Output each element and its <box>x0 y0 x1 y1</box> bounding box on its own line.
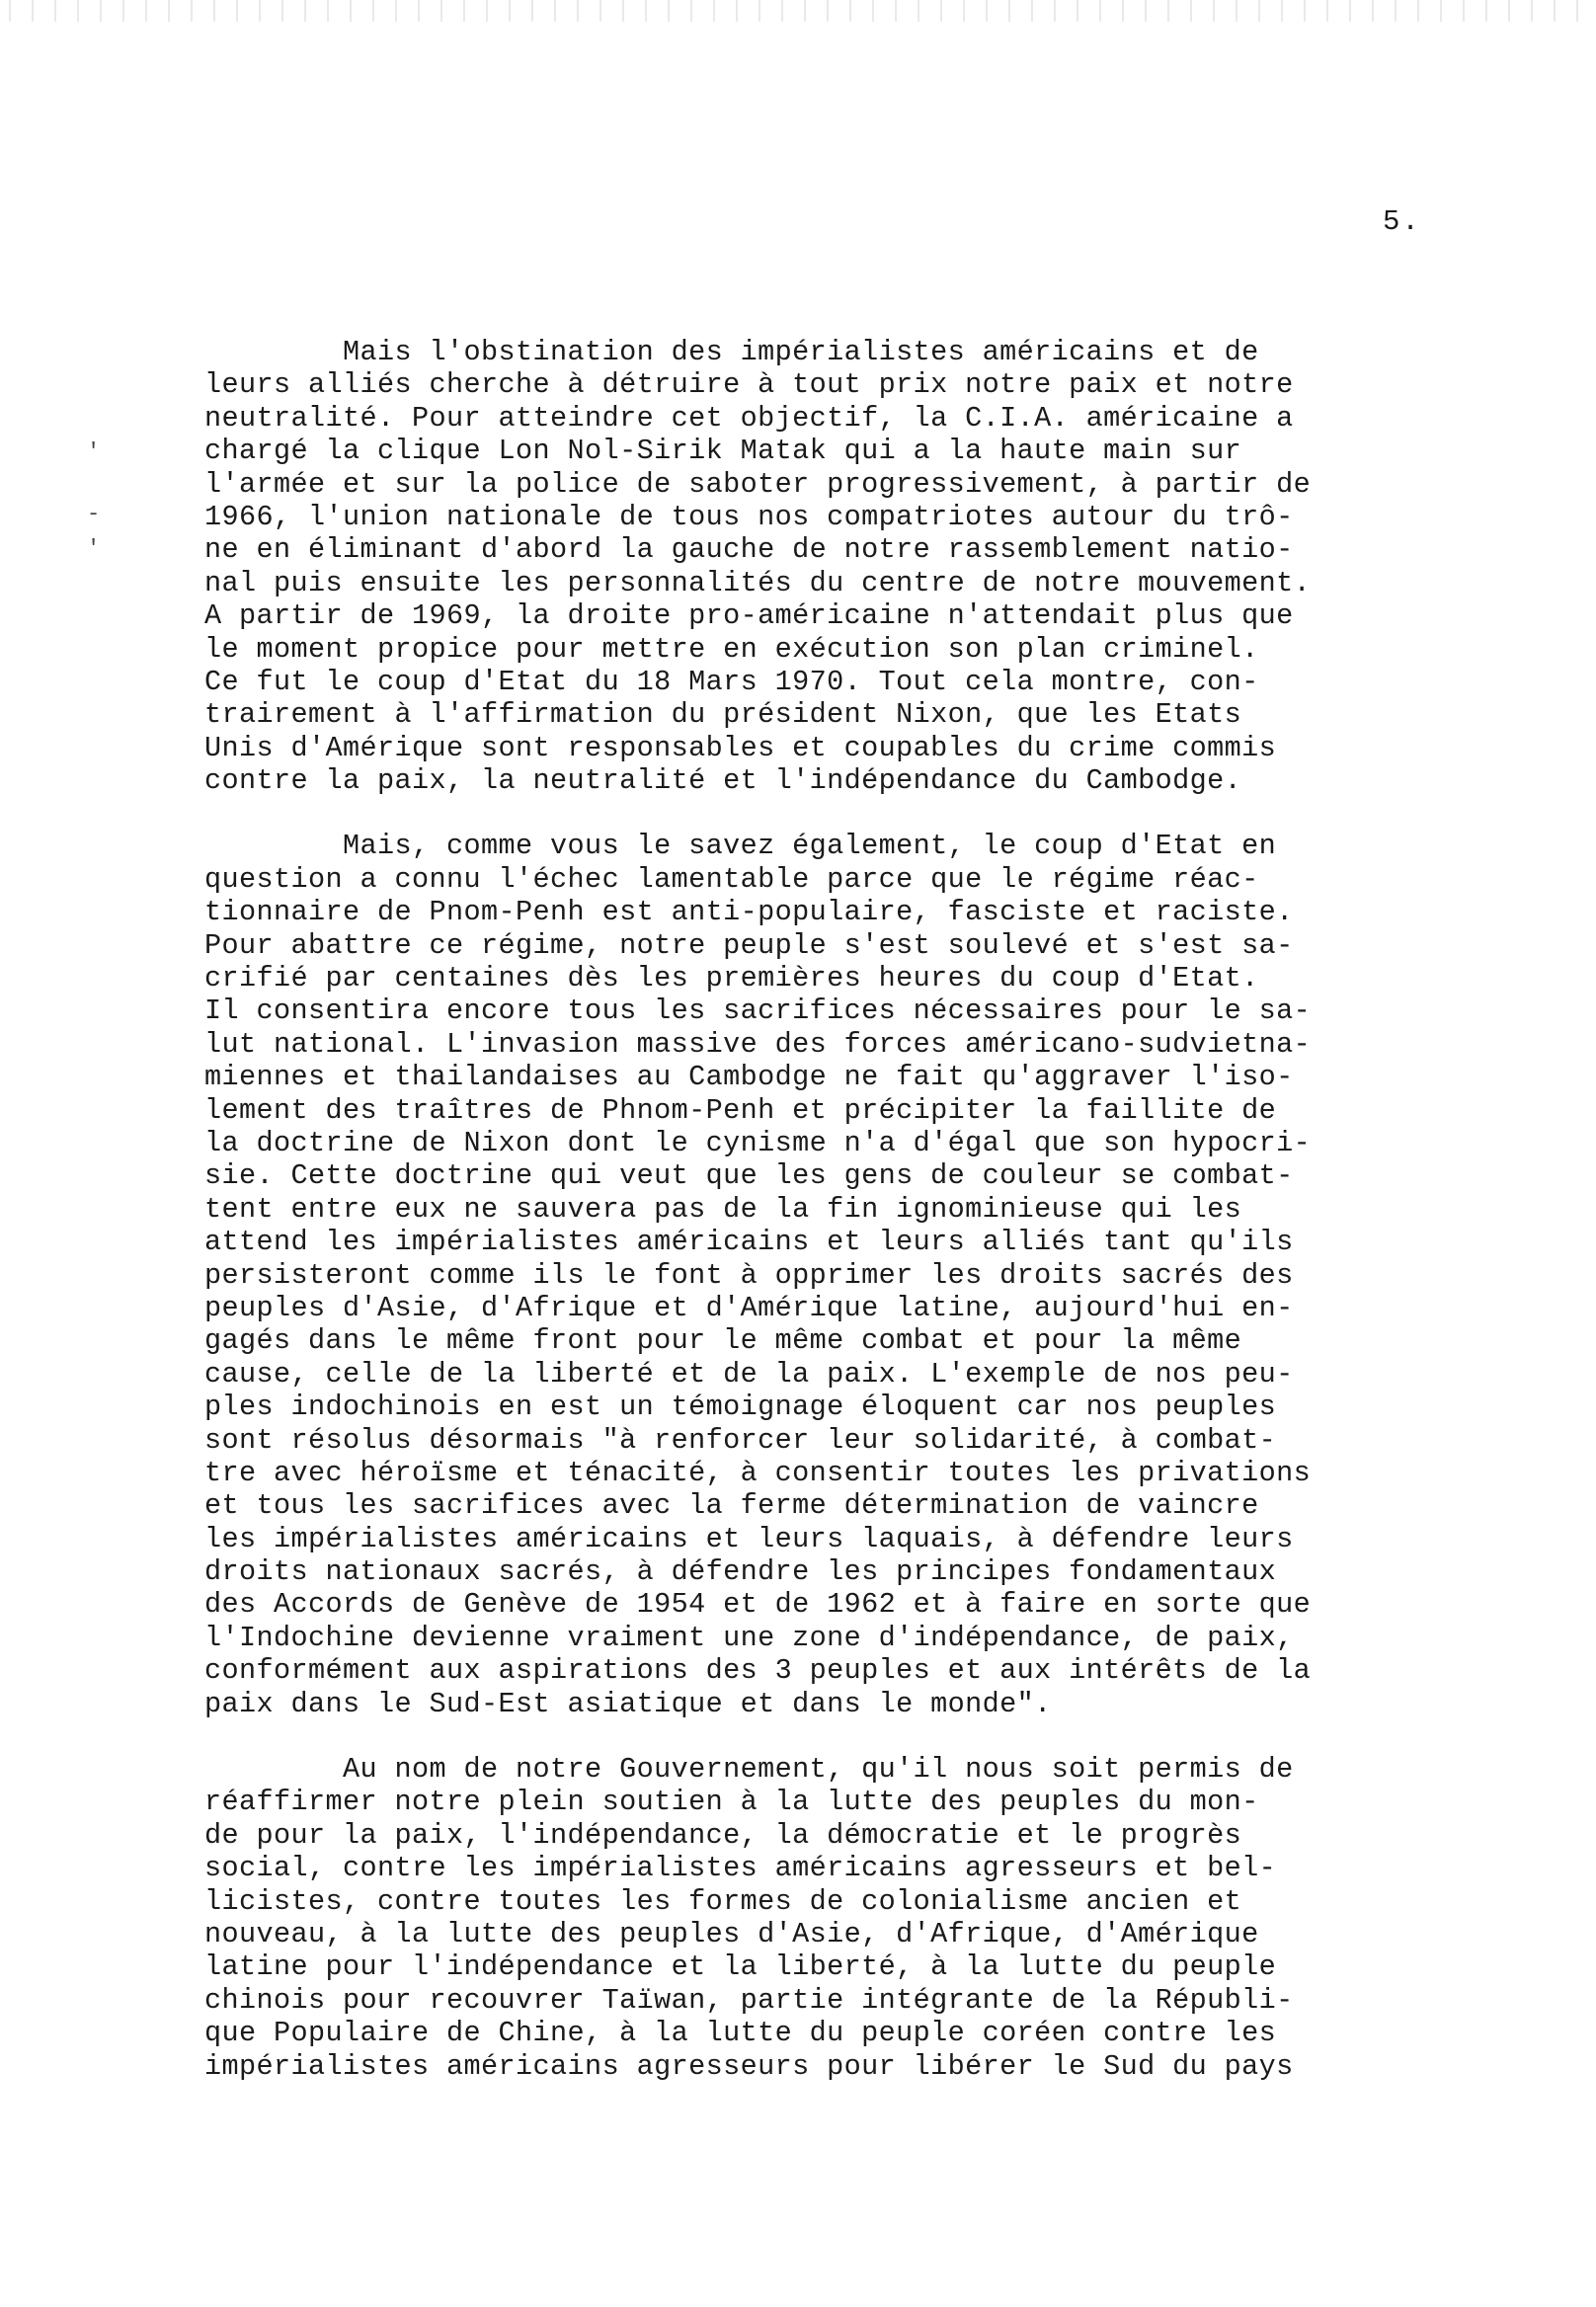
text-line: A partir de 1969, la droite pro-américaine n'attendait plus que <box>204 599 1294 633</box>
text-line: contre la paix, la neutralité et l'indépendance du Cambodge. <box>204 764 1242 798</box>
text-line: droits nationaux sacrés, à défendre les principes fondamentaux <box>204 1555 1277 1589</box>
paragraph <box>204 1753 1488 2083</box>
scan-edge-artifact <box>0 0 1596 22</box>
text-line: Il consentira encore tous les sacrifices nécessaires pour le sa- <box>204 994 1312 1028</box>
text-line: 1966, l'union nationale de tous nos compatriotes autour du trô- <box>204 500 1294 533</box>
text-line: Mais l'obstination des impérialistes américains et de <box>204 336 1259 368</box>
text-line: et tous les sacrifices avec la ferme détermination de vaincre <box>204 1489 1259 1523</box>
text-line: gagés dans le même front pour le même combat et pour la même <box>204 1324 1242 1358</box>
text-line: ples indochinois en est un témoignage éloquent car nos peuples <box>204 1391 1277 1424</box>
text-line: de pour la paix, l'indépendance, la démocratie et le progrès <box>204 1818 1242 1852</box>
text-line: les impérialistes américains et leurs laquais, à défendre leurs <box>204 1522 1294 1555</box>
text-line: sont résolus désormais "à renforcer leur solidarité, à combat- <box>204 1423 1277 1457</box>
text-line: l'armée et sur la police de saboter progressivement, à partir de <box>204 467 1312 501</box>
text-line: latine pour l'indépendance et la liberté, à la lutte du peuple <box>204 1950 1277 1984</box>
text-line: chinois pour recouvrer Taïwan, partie intégrante de la Républi- <box>204 1983 1294 2017</box>
text-line: nal puis ensuite les personnalités du centre de notre mouvement. <box>204 566 1312 599</box>
text-line: tre avec héroïsme et ténacité, à consentir toutes les privations <box>204 1456 1312 1489</box>
text-line: crifié par centaines dès les premières heures du coup d'Etat. <box>204 962 1259 995</box>
text-line: impérialistes américains agresseurs pour libérer le Sud du pays <box>204 2049 1294 2083</box>
text-line: des Accords de Genève de 1954 et de 1962 et à faire en sorte que <box>204 1588 1312 1622</box>
margin-mark: ' <box>87 439 101 464</box>
text-line: l'Indochine devienne vraiment une zone d'indépendance, de paix, <box>204 1621 1294 1654</box>
text-line: nouveau, à la lutte des peuples d'Asie, d'Afrique, d'Amérique <box>204 1917 1259 1950</box>
text-line: paix dans le Sud-Est asiatique et dans le monde". <box>204 1687 1052 1720</box>
text-line: sie. Cette doctrine qui veut que les gens de couleur se combat- <box>204 1159 1294 1193</box>
text-line: Mais, comme vous le savez également, le coup d'Etat en <box>204 830 1277 863</box>
text-line: le moment propice pour mettre en exécution son plan criminel. <box>204 632 1259 666</box>
text-line: peuples d'Asie, d'Afrique et d'Amérique latine, aujourd'hui en- <box>204 1291 1294 1324</box>
text-line: réaffirmer notre plein soutien à la lutte des peuples du mon- <box>204 1786 1259 1819</box>
text-line: question a connu l'échec lamentable parce que le régime réac- <box>204 862 1259 896</box>
text-line: persisteront comme ils le font à opprimer les droits sacrés des <box>204 1258 1294 1292</box>
paragraph <box>204 830 1488 1720</box>
text-line: Pour abattre ce régime, notre peuple s'est soulevé et s'est sa- <box>204 928 1294 962</box>
margin-mark: ' <box>87 536 101 561</box>
text-line: leurs alliés cherche à détruire à tout prix notre paix et notre <box>204 368 1294 402</box>
text-line: chargé la clique Lon Nol-Sirik Matak qui a la haute main sur <box>204 435 1242 468</box>
text-line: tionnaire de Pnom-Penh est anti-populaire, fasciste et raciste. <box>204 896 1294 929</box>
text-line: Unis d'Amérique sont responsables et coupables du crime commis <box>204 731 1277 764</box>
paragraph <box>204 336 1488 797</box>
text-line: que Populaire de Chine, à la lutte du peuple coréen contre les <box>204 2017 1277 2050</box>
text-line: Ce fut le coup d'Etat du 18 Mars 1970. Tout cela montre, con- <box>204 665 1259 698</box>
text-line: licistes, contre toutes les formes de colonialisme ancien et <box>204 1884 1242 1918</box>
text-line: lut national. L'invasion massive des forces américano-sudvietna- <box>204 1027 1312 1061</box>
document-body <box>204 336 1488 2115</box>
text-line: la doctrine de Nixon dont le cynisme n'a d'égal que son hypocri- <box>204 1126 1312 1159</box>
margin-mark: - <box>87 502 101 526</box>
text-line: trairement à l'affirmation du président Nixon, que les Etats <box>204 698 1242 732</box>
page-number: 5. <box>1383 205 1421 238</box>
text-line: attend les impérialistes américains et leurs alliés tant qu'ils <box>204 1226 1294 1259</box>
text-line: ne en éliminant d'abord la gauche de notre rassemblement natio- <box>204 533 1294 567</box>
text-line: miennes et thailandaises au Cambodge ne fait qu'aggraver l'iso- <box>204 1061 1294 1094</box>
text-line: tent entre eux ne sauvera pas de la fin ignominieuse qui les <box>204 1192 1242 1226</box>
text-line: social, contre les impérialistes américains agresseurs et bel- <box>204 1852 1277 1885</box>
text-line: conformément aux aspirations des 3 peuples et aux intérêts de la <box>204 1654 1312 1688</box>
text-line: cause, celle de la liberté et de la paix. L'exemple de nos peu- <box>204 1357 1294 1391</box>
text-line: lement des traîtres de Phnom-Penh et précipiter la faillite de <box>204 1093 1277 1127</box>
text-line: neutralité. Pour atteindre cet objectif, la C.I.A. américaine a <box>204 401 1294 435</box>
text-line: Au nom de notre Gouvernement, qu'il nous soit permis de <box>204 1753 1294 1787</box>
